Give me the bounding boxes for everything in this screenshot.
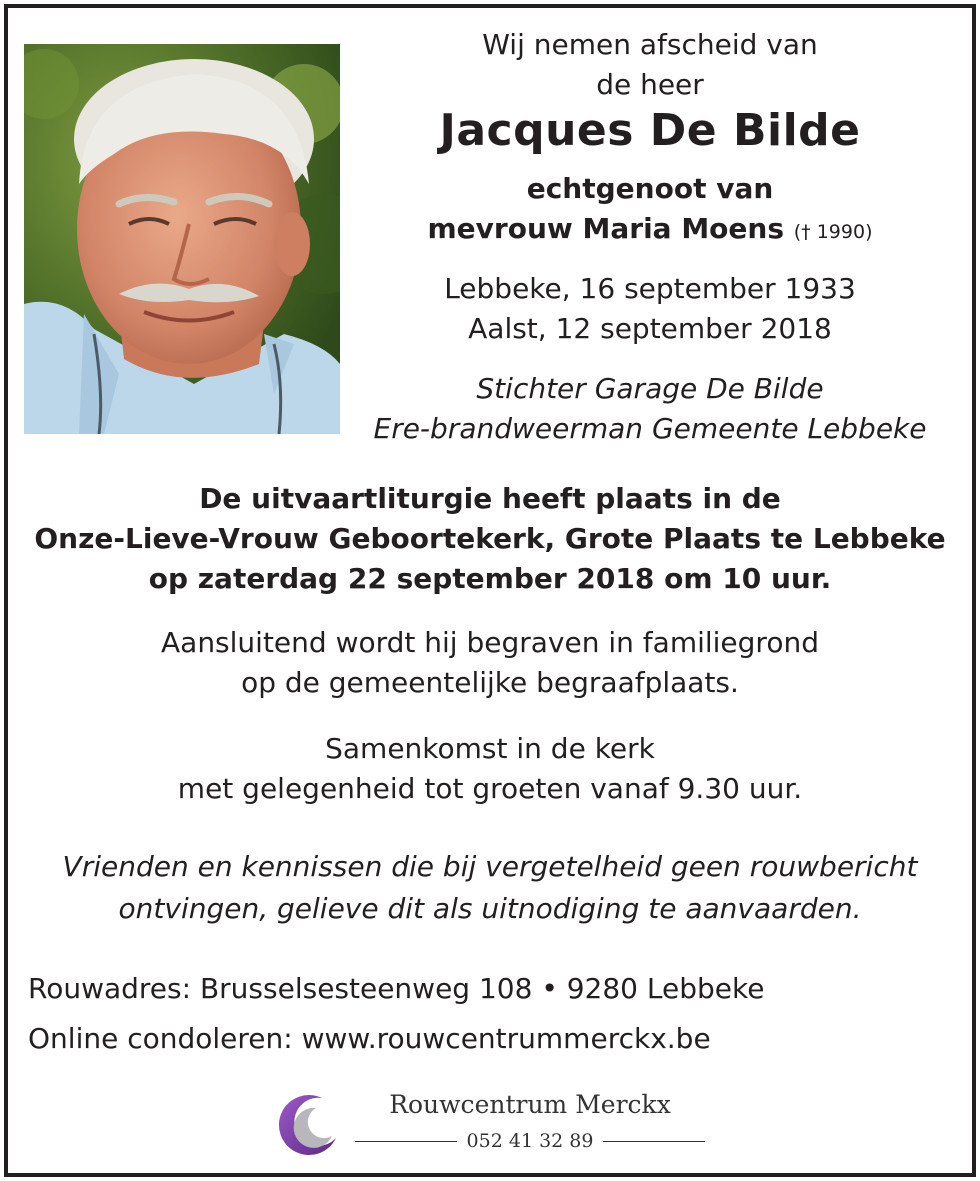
company-phone: 052 41 32 89 <box>466 1130 594 1152</box>
company-phone-row <box>355 1127 705 1155</box>
role-line-1: Stichter Garage De Bilde <box>476 372 824 405</box>
notice-line-1: Vrienden en kennissen die bij vergetelheid geen rouwbericht <box>62 850 918 883</box>
intro-line-1: Wij nemen afscheid van <box>482 28 818 61</box>
notice-line-2: ontvingen, gelieve dit als uitnodiging te aanvaarden. <box>118 892 862 925</box>
burial-line-1: Aansluitend wordt hij begraven in familiegrond <box>161 626 819 659</box>
spouse-line-2 <box>360 212 940 245</box>
funeral-line-1: De uitvaartliturgie heeft plaats in de <box>199 482 781 515</box>
portrait-photo <box>24 44 340 434</box>
role-line-2: Ere-brandweerman Gemeente Lebbeke <box>373 412 927 445</box>
gathering-line-2: met gelegenheid tot groeten vanaf 9.30 uur. <box>177 772 803 805</box>
mourning-address: Rouwadres: Brusselsesteenweg 108 • 9280 Lebbeke <box>28 972 765 1005</box>
online-condolences: Online condoleren: www.rouwcentrummerckx.be <box>28 1022 711 1055</box>
death-date: Aalst, 12 september 2018 <box>468 312 832 345</box>
burial-line-2: op de gemeentelijke begraafplaats. <box>241 666 739 699</box>
spouse-death-year: († 1990) <box>793 221 873 243</box>
gathering-line-1: Samenkomst in de kerk <box>325 732 655 765</box>
company-name: Rouwcentrum Merckx <box>389 1090 671 1119</box>
intro-line-2: de heer <box>596 68 704 101</box>
birth-date: Lebbeke, 16 september 1933 <box>444 272 856 305</box>
funeral-line-2: Onze-Lieve-Vrouw Geboortekerk, Grote Plaats te Lebbeke <box>34 522 946 555</box>
divider-right <box>603 1141 705 1142</box>
spouse-line-1: echtgenoot van <box>526 172 774 205</box>
spouse-name: mevrouw Maria Moens <box>427 212 785 245</box>
divider-left <box>355 1141 457 1142</box>
deceased-name: Jacques De Bilde <box>439 105 861 156</box>
funeral-line-3: op zaterdag 22 september 2018 om 10 uur. <box>148 562 832 595</box>
company-logo-icon <box>276 1090 346 1160</box>
